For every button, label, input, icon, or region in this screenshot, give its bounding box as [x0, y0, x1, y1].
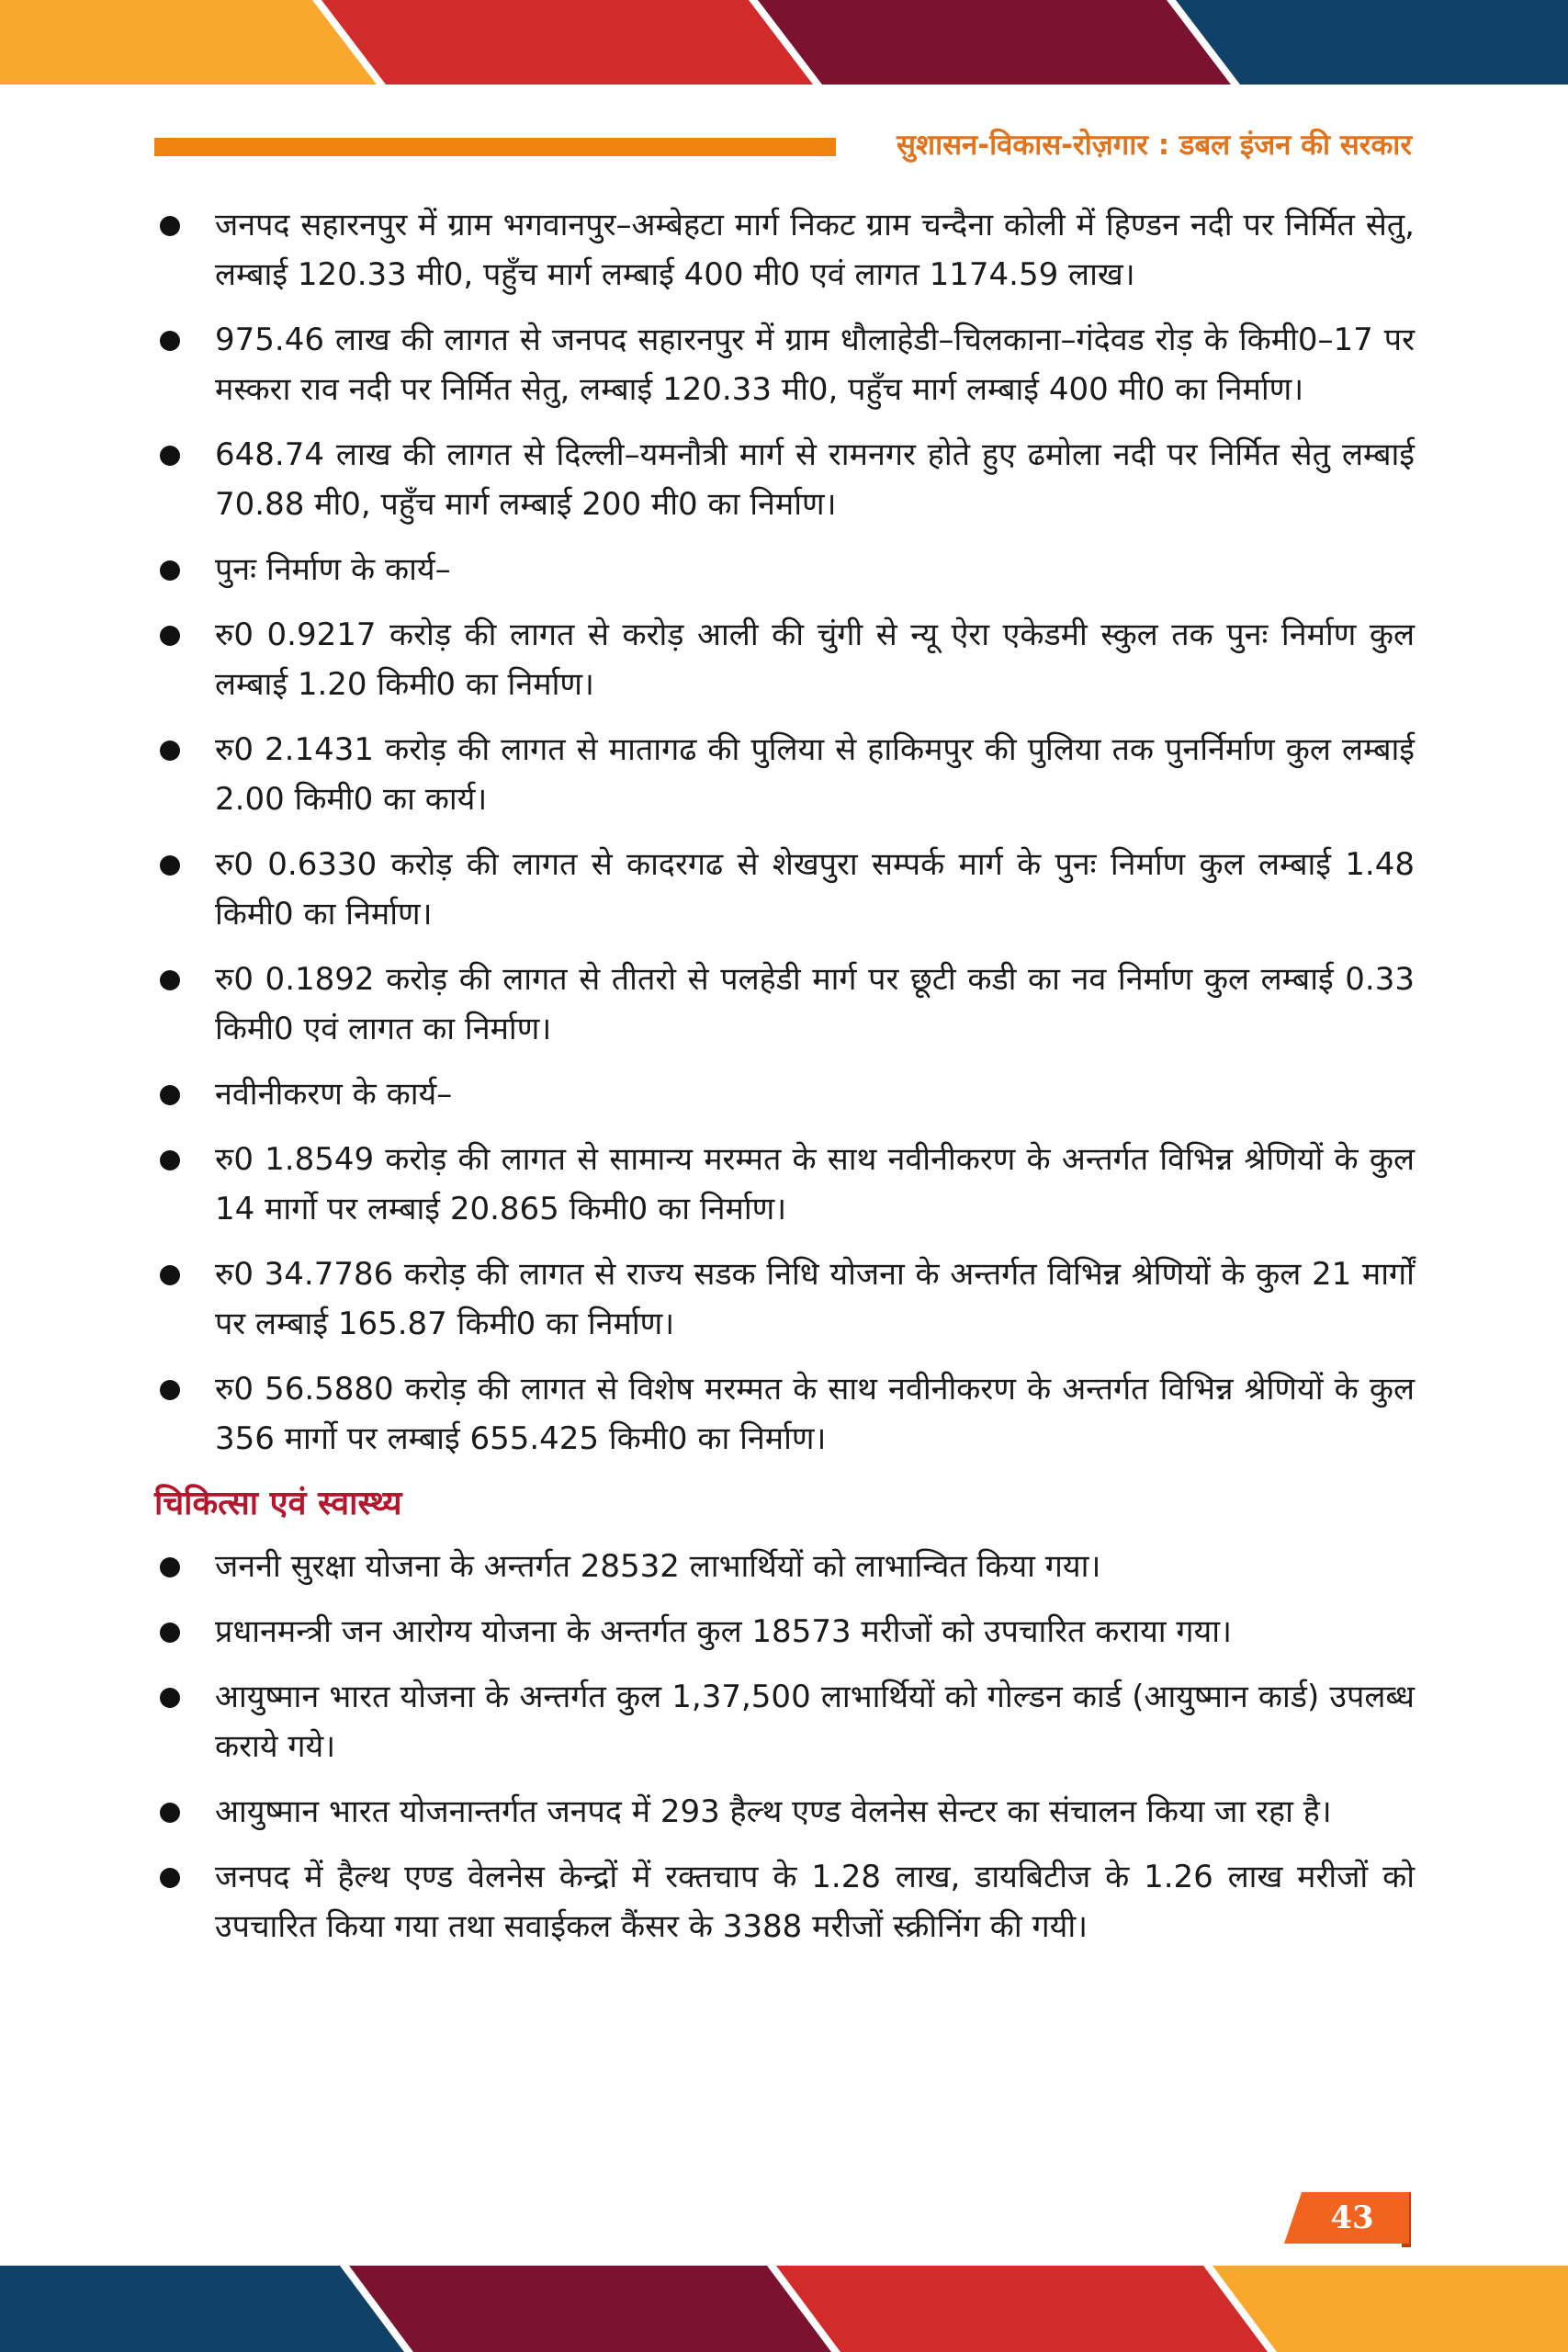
list-item: रु0 34.7786 करोड़ की लागत से राज्य सडक निधि योजना के अन्तर्गत विभिन्न श्रेणियों के कुल 21 मार्गों पर लम्बाई 165.87 किमी0 का निर्माण। — [154, 1250, 1415, 1349]
section-heading-health: चिकित्सा एवं स्वास्थ्य — [154, 1485, 402, 1522]
header-title: सुशासन-विकास-रोज़गार : डबल इंजन की सरकार — [897, 129, 1412, 162]
page-content — [154, 200, 1415, 1967]
top-band-red — [321, 0, 813, 85]
page-number-tab — [1284, 2192, 1409, 2244]
list-item: रु0 0.1892 करोड़ की लागत से तीतरो से पलहेडी मार्ग पर छूटी कडी का नव निर्माण कुल लम्बाई 0.33 किमी0 एवं लागत का निर्माण। — [154, 955, 1415, 1054]
bottom-band-maroon — [349, 2266, 831, 2352]
list-item: 975.46 लाख की लागत से जनपद सहारनपुर में ग्राम धौलाहेडी–चिलकाना–गंदेवड रोड़ के किमी0–17 पर मस्करा राव नदी पर निर्मित सेतु, लम्बाई 120.33 मी0, पहुँच मार्ग लम्बाई 400 मी0 का निर्माण। — [154, 315, 1415, 414]
list-item: आयुष्मान भारत योजना के अन्तर्गत कुल 1,37,500 लाभार्थियों को गोल्डन कार्ड (आयुष्मान कार्ड) उपलब्ध कराये गये। — [154, 1672, 1415, 1771]
list-item: रु0 0.9217 करोड़ की लागत से करोड़ आली की चुंगी से न्यू ऐरा एकेडमी स्कुल तक पुनः निर्माण कुल लम्बाई 1.20 किमी0 का निर्माण। — [154, 610, 1415, 709]
top-band-graphic — [0, 0, 1568, 85]
bottom-band-yellow — [1213, 2266, 1568, 2352]
list-item: जनपद सहारनपुर में ग्राम भगवानपुर–अम्बेहटा मार्ग निकट ग्राम चन्दैना कोली में हिण्डन नदी पर निर्मित सेतु, लम्बाई 120.33 मी0, पहुँच मार्ग लम्बाई 400 मी0 एवं लागत 1174.59 लाख। — [154, 200, 1415, 300]
bottom-band-graphic — [0, 2266, 1568, 2352]
bottom-decorative-band — [0, 2266, 1568, 2352]
list-item: पुनः निर्माण के कार्य– — [154, 545, 1415, 594]
top-band-yellow — [0, 0, 377, 85]
list-item: प्रधानमन्त्री जन आरोग्य योजना के अन्तर्गत कुल 18573 मरीजों को उपचारित कराया गया। — [154, 1607, 1415, 1657]
list-item: रु0 56.5880 करोड़ की लागत से विशेष मरम्मत के साथ नवीनीकरण के अन्तर्गत विभिन्न श्रेणियों के कुल 356 मार्गो पर लम्बाई 655.425 किमी0 का निर्माण। — [154, 1364, 1415, 1464]
list-item: जननी सुरक्षा योजना के अन्तर्गत 28532 लाभार्थियों को लाभान्वित किया गया। — [154, 1542, 1415, 1591]
bullet-list-health — [154, 1542, 1415, 1951]
page-number: 43 — [1330, 2199, 1374, 2236]
bottom-band-navy — [0, 2266, 404, 2352]
list-item: रु0 2.1431 करोड़ की लागत से मातागढ की पुलिया से हाकिमपुर की पुलिया तक पुनर्निर्माण कुल लम्बाई 2.00 किमी0 का कार्य। — [154, 725, 1415, 824]
list-item: जनपद में हैल्थ एण्ड वेलनेस केन्द्रों में रक्तचाप के 1.28 लाख, डायबिटीज के 1.26 लाख मरीजों को उपचारित किया गया तथा सवाईकल कैंसर के 3388 मरीजों स्क्रीनिंग की गयी। — [154, 1852, 1415, 1951]
header-orange-bar — [154, 138, 836, 156]
top-band-navy — [1176, 0, 1568, 85]
list-item: आयुष्मान भारत योजनान्तर्गत जनपद में 293 हैल्थ एण्ड वेलनेस सेन्टर का संचालन किया जा रहा है। — [154, 1787, 1415, 1837]
list-item: 648.74 लाख की लागत से दिल्ली–यमनौत्री मार्ग से रामनगर होते हुए ढमोला नदी पर निर्मित सेतु लम्बाई 70.88 मी0, पहुँच मार्ग लम्बाई 200 मी0 का निर्माण। — [154, 430, 1415, 529]
bullet-list-works — [154, 200, 1415, 1464]
bottom-band-red — [776, 2266, 1268, 2352]
list-item: रु0 1.8549 करोड़ की लागत से सामान्य मरम्मत के साथ नवीनीकरण के अन्तर्गत विभिन्न श्रेणियों के कुल 14 मार्गो पर लम्बाई 20.865 किमी0 का निर्माण। — [154, 1135, 1415, 1234]
top-band-maroon — [758, 0, 1231, 85]
list-item: नवीनीकरण के कार्य– — [154, 1069, 1415, 1119]
top-decorative-band — [0, 0, 1568, 85]
list-item: रु0 0.6330 करोड़ की लागत से कादरगढ से शेखपुरा सम्पर्क मार्ग के पुनः निर्माण कुल लम्बाई 1.48 किमी0 का निर्माण। — [154, 840, 1415, 939]
